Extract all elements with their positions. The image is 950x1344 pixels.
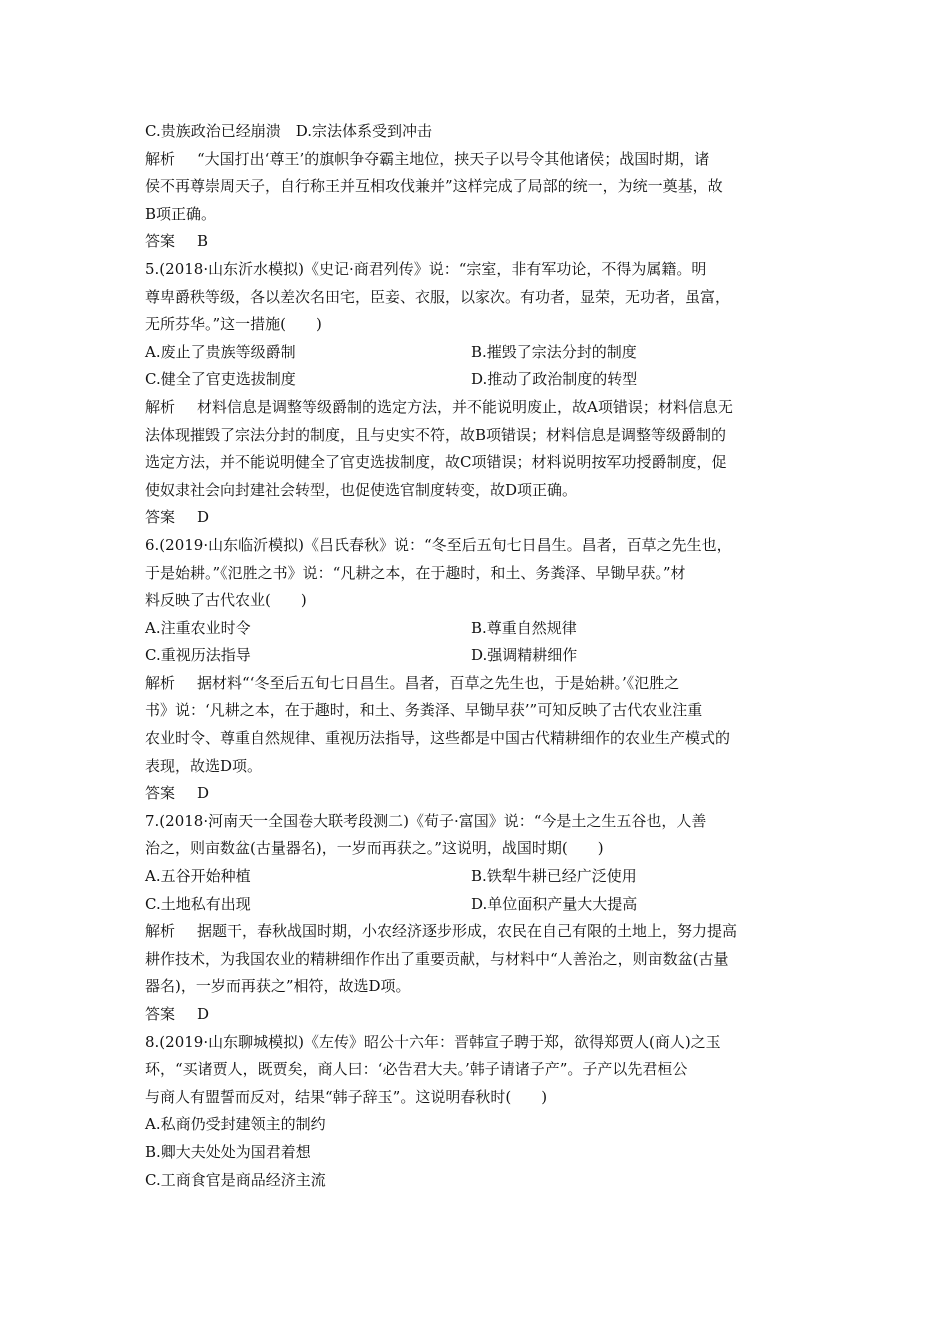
option-row: [145, 615, 810, 643]
analysis-label: 解析: [145, 922, 176, 941]
text-line: [145, 477, 810, 505]
line-text: D: [197, 1005, 210, 1023]
option-item: B.摧毁了宗法分封的制度: [471, 342, 637, 361]
text-line: [145, 753, 810, 781]
text-line: [145, 1084, 810, 1112]
line-text: 治之，则亩数盆(古量器名)，一岁而再获之。”这说明，战国时期( ): [145, 839, 604, 858]
line-text: 法体现摧毁了宗法分封的制度，且与史实不符，故B项错误；材料信息是调整等级爵制的: [145, 425, 727, 444]
text-line: [145, 173, 810, 201]
line-text: C.贵族政治已经崩溃 D.宗法体系受到冲击: [145, 122, 432, 140]
option-item: B.铁犁牛耕已经广泛使用: [471, 867, 637, 886]
line-text: D: [197, 784, 210, 803]
text-line: [145, 311, 810, 339]
answer-line: [145, 1001, 810, 1029]
text-line: [145, 725, 810, 753]
line-text: 书》说：‘凡耕之本，在于趣时，和土、务粪泽、早锄早获’”可知反映了古代农业注重: [145, 701, 703, 720]
line-text: D: [197, 508, 210, 527]
line-text: A.私商仍受封建领主的制约: [145, 1115, 326, 1134]
text-line: [145, 422, 810, 450]
option-row: [145, 642, 810, 670]
option-item: D.单位面积产量大大提高: [471, 894, 638, 913]
text-line: [145, 560, 810, 588]
text-line: [145, 532, 810, 560]
line-text: 于是始耕。”《氾胜之书》说：“凡耕之本，在于趣时，和土、务粪泽、早锄早获。”材: [145, 563, 686, 582]
text-line: [145, 449, 810, 477]
line-text: 选定方法，并不能说明健全了官吏选拔制度，故C项错误；材料说明按军功授爵制度，促: [145, 453, 727, 472]
text-line: [145, 1111, 810, 1139]
answer-label: 答案: [145, 508, 176, 527]
line-text: 无所芬华。”这一措施( ): [145, 315, 322, 334]
answer-line: [145, 780, 810, 808]
line-text: B项正确。: [145, 204, 217, 223]
line-text: 据题干，春秋战国时期，小农经济逐步形成，农民在自己有限的土地上，努力提高: [197, 922, 738, 941]
text-line: [145, 1056, 810, 1084]
line-text: B: [197, 232, 209, 251]
line-text: 表现，故选D项。: [145, 756, 263, 775]
line-text: 环，“买诸贾人，既贾矣，商人曰：‘必告君大夫。’韩子请诸子产”。子产以先君桓公: [145, 1060, 688, 1079]
option-item: A.注重农业时令: [145, 618, 251, 637]
text-line: [145, 835, 810, 863]
line-text: 器名)，一岁而再获之”相符，故选D项。: [145, 977, 411, 996]
answer-label: 答案: [145, 784, 176, 803]
line-text: 料反映了古代农业( ): [145, 591, 307, 610]
analysis-label: 解析: [145, 149, 176, 168]
text-line: [145, 973, 810, 1001]
answer-label: 答案: [145, 232, 176, 251]
answer-line: [145, 504, 810, 532]
text-line: [145, 256, 810, 284]
line-text: 据材料“‘冬至后五旬七日昌生。昌者，百草之先生也，于是始耕。’《氾胜之: [197, 673, 680, 692]
text-line: [145, 284, 810, 312]
answer-line: [145, 228, 810, 256]
option-row: [145, 339, 810, 367]
line-text: 8.(2019·山东聊城模拟)《左传》昭公十六年：晋韩宣子聘于郑，欲得郑贾人(商人)之玉: [145, 1032, 721, 1051]
line-text: “大国打出‘尊王’的旗帜争夺霸主地位，挟天子以号令其他诸侯；战国时期，诸: [197, 149, 710, 168]
line-text: 5.(2018·山东沂水模拟)《史记·商君列传》说：“宗室，非有军功论，不得为属籍。明: [145, 259, 707, 278]
text-line: [145, 201, 810, 229]
document-page: [145, 118, 810, 1194]
text-line: [145, 1139, 810, 1167]
analysis-line: [145, 918, 810, 946]
option-item: D.强调精耕细作: [471, 646, 578, 665]
line-text: 侯不再尊崇周天子，自行称王并互相攻伐兼并”这样完成了局部的统一，为统一奠基，故: [145, 177, 723, 196]
option-item: A.五谷开始种植: [145, 867, 251, 886]
option-row: [145, 891, 810, 919]
line-text: 耕作技术，为我国农业的精耕细作作出了重要贡献，与材料中“人善治之，则亩数盆(古量: [145, 949, 729, 968]
line-text: 6.(2019·山东临沂模拟)《吕氏春秋》说：“冬至后五旬七日昌生。昌者，百草之先生也，: [145, 535, 732, 554]
option-item: D.推动了政治制度的转型: [471, 370, 638, 389]
line-text: 7.(2018·河南天一全国卷大联考段测二)《荀子·富国》说：“今是土之生五谷也，人善: [145, 811, 707, 830]
option-item: B.尊重自然规律: [471, 618, 577, 637]
text-line: [145, 946, 810, 974]
option-item: A.废止了贵族等级爵制: [145, 342, 296, 361]
analysis-line: [145, 394, 810, 422]
line-text: 尊卑爵秩等级，各以差次名田宅，臣妾、衣服，以家次。有功者，显荣，无功者，虽富，: [145, 287, 731, 306]
text-line: [145, 118, 810, 146]
line-text: C.工商食官是商品经济主流: [145, 1170, 326, 1189]
line-text: B.卿大夫处处为国君着想: [145, 1142, 311, 1161]
option-row: [145, 366, 810, 394]
option-row: [145, 863, 810, 891]
line-text: 农业时令、尊重自然规律、重视历法指导，这些都是中国古代精耕细作的农业生产模式的: [145, 729, 731, 748]
analysis-label: 解析: [145, 397, 176, 416]
option-item: C.重视历法指导: [145, 646, 251, 665]
text-line: [145, 808, 810, 836]
option-item: C.土地私有出现: [145, 894, 251, 913]
line-text: 与商人有盟誓而反对，结果“韩子辞玉”。这说明春秋时( ): [145, 1087, 548, 1106]
analysis-label: 解析: [145, 673, 176, 692]
text-line: [145, 1029, 810, 1057]
line-text: 使奴隶社会向封建社会转型，也促使选官制度转变，故D项正确。: [145, 480, 578, 499]
line-text: 材料信息是调整等级爵制的选定方法，并不能说明废止，故A项错误；材料信息无: [197, 397, 733, 416]
analysis-line: [145, 670, 810, 698]
analysis-line: [145, 146, 810, 174]
option-item: C.健全了官吏选拔制度: [145, 370, 296, 389]
text-line: [145, 1167, 810, 1195]
text-line: [145, 587, 810, 615]
answer-label: 答案: [145, 1005, 176, 1023]
text-line: [145, 697, 810, 725]
